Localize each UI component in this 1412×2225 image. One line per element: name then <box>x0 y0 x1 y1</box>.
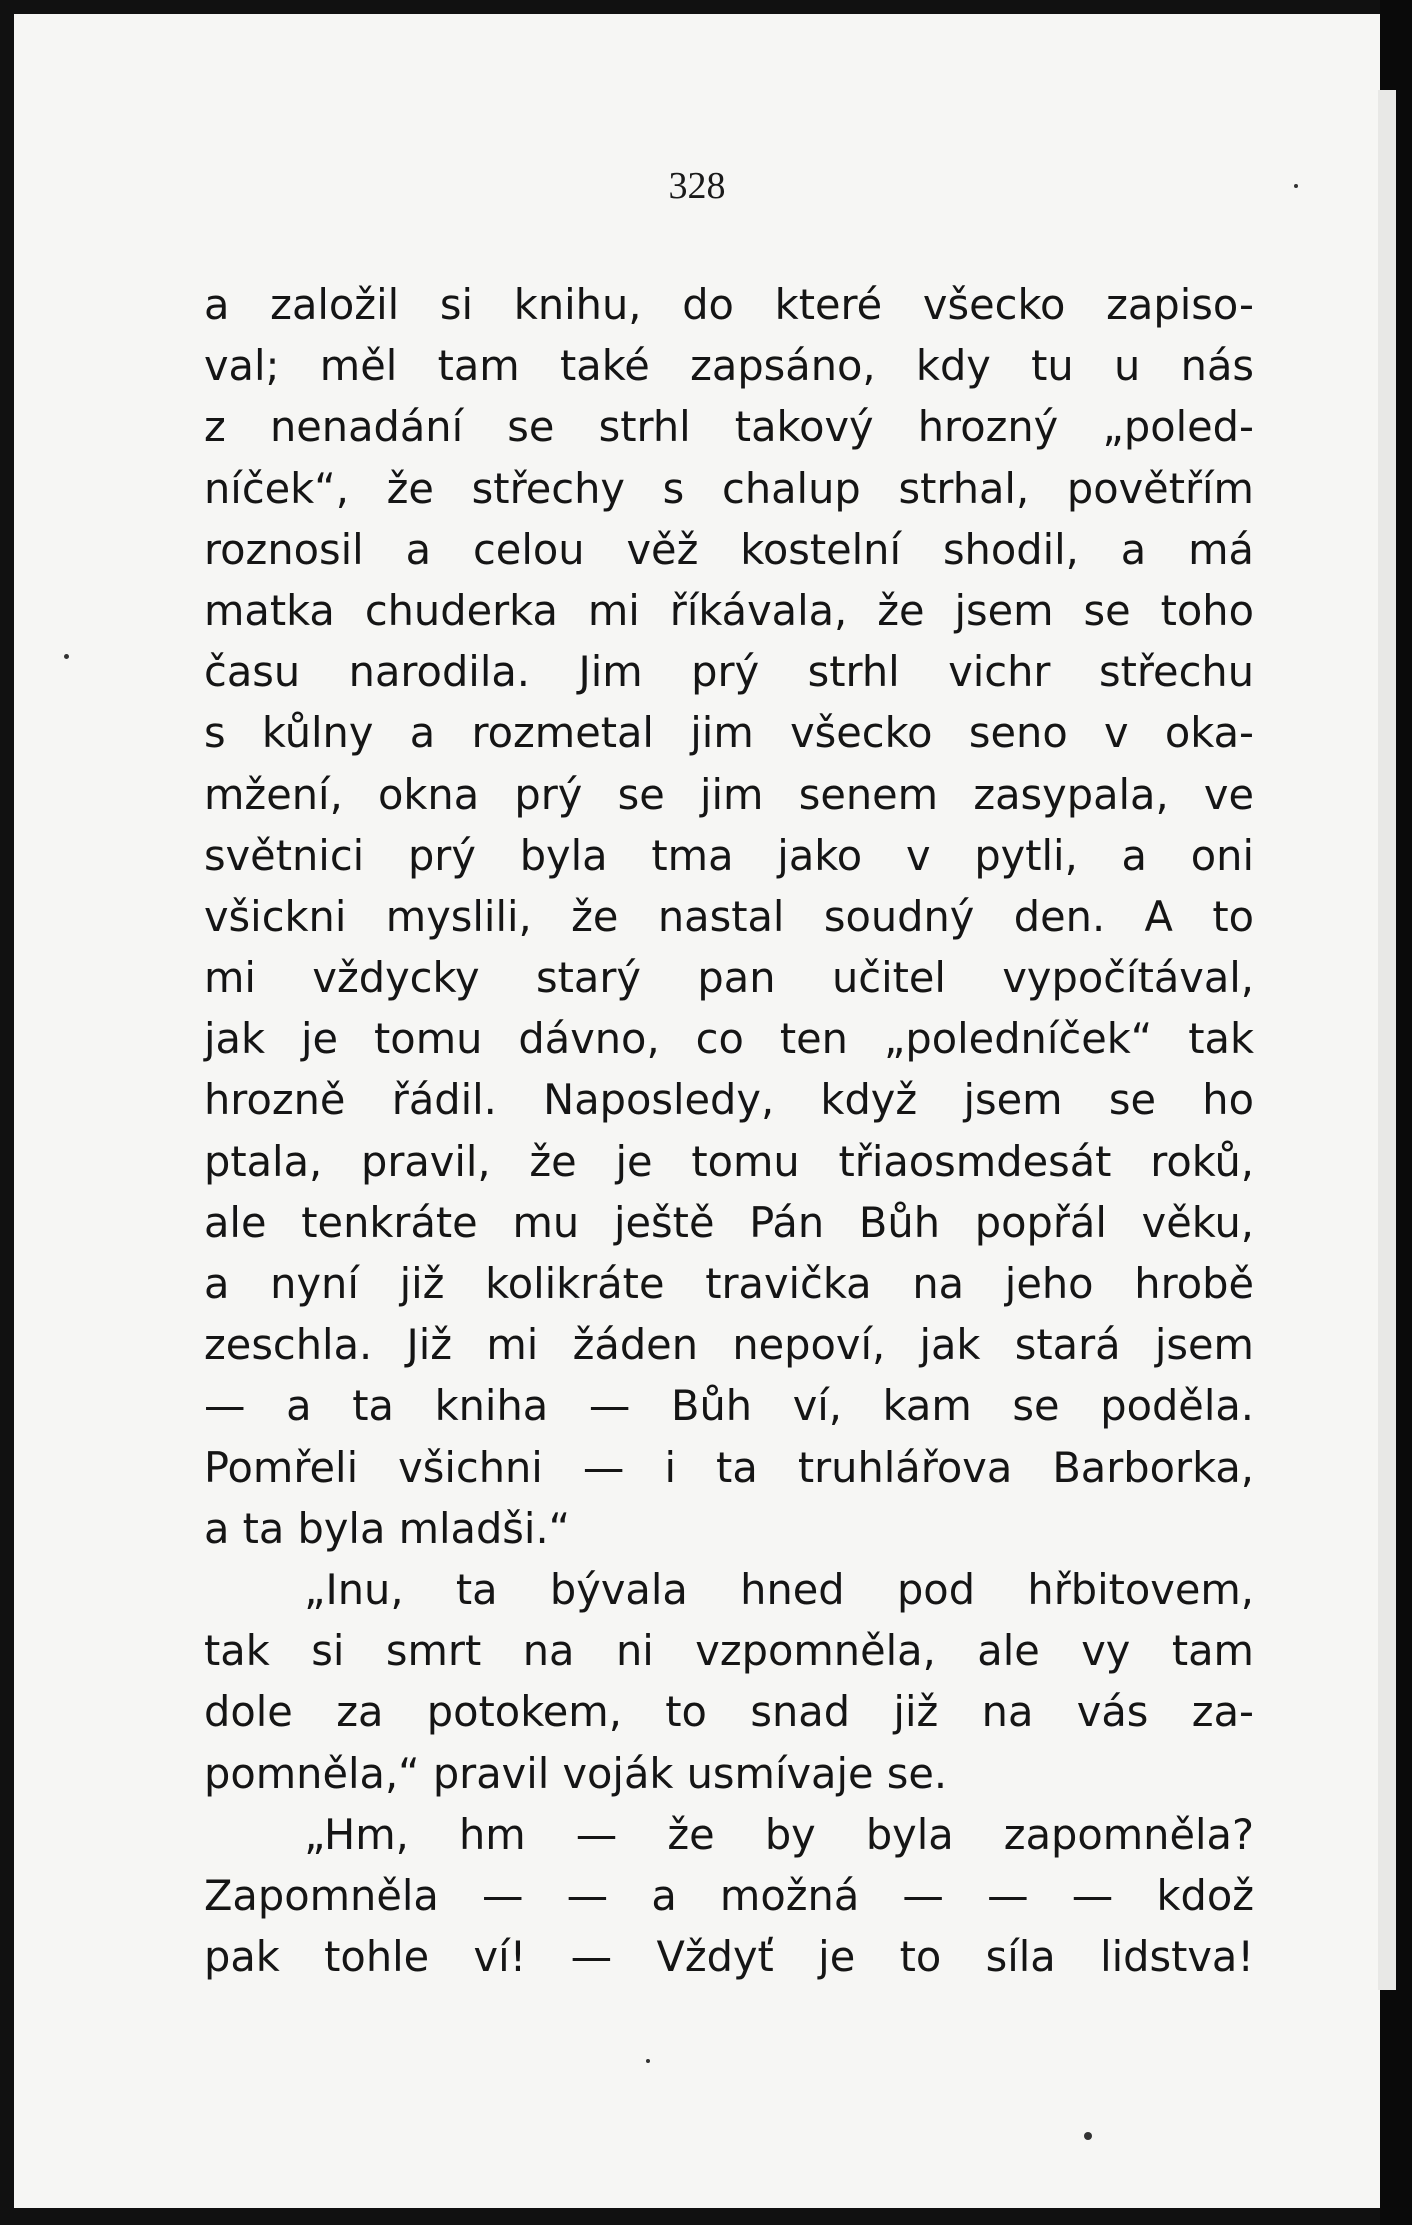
text-line: matka chuderka mi říkávala, že jsem se toho <box>204 585 1254 635</box>
text-line: všickni myslili, že nastal soudný den. A to <box>204 891 1254 941</box>
text-line: a ta byla mladši.“ <box>204 1503 571 1553</box>
text-line: Zapomněla — — a možná — — — kdož <box>204 1870 1254 1920</box>
text-line: a nyní již kolikráte travička na jeho hrobě <box>204 1259 1254 1308</box>
text-line: času narodila. Jim prý strhl vichr střechu <box>204 647 1254 697</box>
adjacent-page-edge <box>1378 90 1396 1990</box>
text-line: pak tohle ví! — Vždyť je to síla lidstva! <box>204 1932 1254 1982</box>
text-line: z nenadání se strhl takový hrozný „poled- <box>204 402 1254 452</box>
text-line: ale tenkráte mu ještě Pán Bůh popřál věku, <box>204 1197 1254 1247</box>
text-line: zeschla. Již mi žáden nepoví, jak stará jsem <box>204 1320 1254 1370</box>
text-line: — a ta kniha — Bůh ví, kam se poděla. <box>204 1381 1254 1431</box>
text-line: mi vždycky starý pan učitel vypočítával, <box>204 953 1254 1003</box>
text-line: „Inu, ta bývala hned pod hřbitovem, <box>304 1564 1254 1614</box>
page-number: 328 <box>668 165 726 207</box>
text-line: jak je tomu dávno, co ten „poledníček“ tak <box>204 1014 1254 1064</box>
text-line: dole za potokem, to snad již na vás za- <box>204 1687 1254 1737</box>
book-page <box>14 14 1380 2208</box>
paragraph-1 <box>204 274 1254 1559</box>
text-line: Pomřeli všichni — i ta truhlářova Barborka, <box>204 1442 1254 1492</box>
body-text <box>204 274 1254 1987</box>
text-line: hrozně řádil. Naposledy, když jsem se ho <box>204 1075 1254 1125</box>
scan-speck <box>1294 184 1298 188</box>
text-line: val; měl tam také zapsáno, kdy tu u nás <box>204 341 1254 391</box>
scan-speck <box>64 654 69 659</box>
scan-speck <box>1084 2132 1092 2140</box>
text-line: s kůlny a rozmetal jim všecko seno v oka- <box>204 708 1254 758</box>
text-line: pomněla,“ pravil voják usmívaje se. <box>204 1748 948 1798</box>
text-line: a založil si knihu, do které všecko zapiso- <box>204 280 1254 329</box>
text-line: tak si smrt na ni vzpomněla, ale vy tam <box>204 1626 1254 1676</box>
text-line: „Hm, hm — že by byla zapomněla? <box>304 1809 1254 1859</box>
text-line: roznosil a celou věž kostelní shodil, a má <box>204 524 1254 574</box>
paragraph-3 <box>204 1804 1254 1988</box>
text-line: ptala, pravil, že je tomu třiaosmdesát roků, <box>204 1136 1254 1186</box>
text-line: světnici prý byla tma jako v pytli, a oni <box>204 830 1254 880</box>
paragraph-2 <box>204 1559 1254 1804</box>
text-line: mžení, okna prý se jim senem zasypala, ve <box>204 769 1254 819</box>
text-line: níček“, že střechy s chalup strhal, povětřím <box>204 463 1254 513</box>
scan-speck <box>646 2059 650 2063</box>
